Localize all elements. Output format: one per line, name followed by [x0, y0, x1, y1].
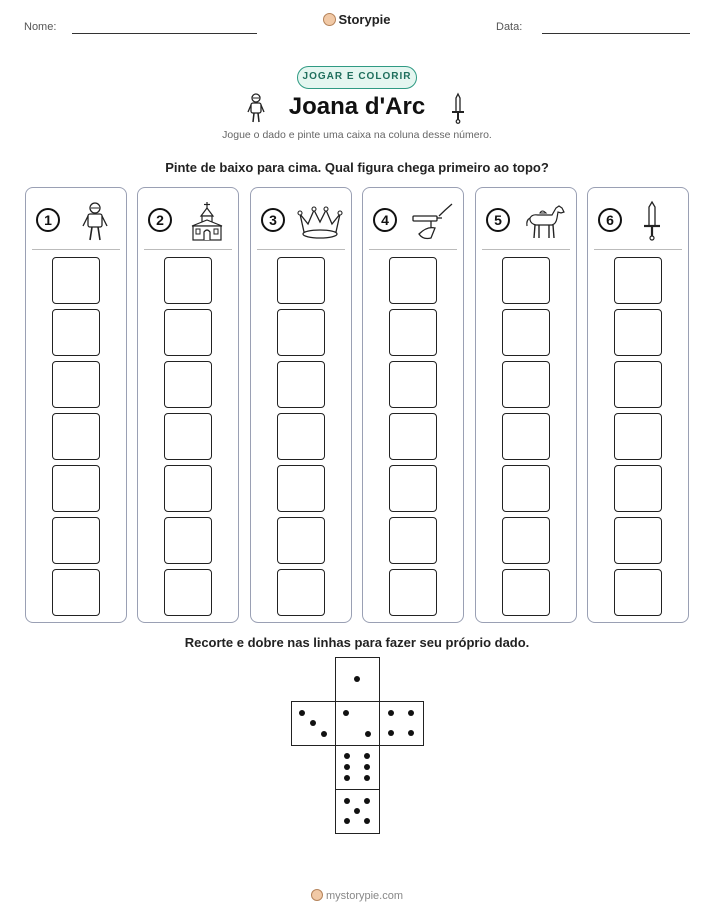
column-2 — [137, 187, 239, 623]
subtitle: Jogue o dado e pinte uma caixa na coluna desse número. — [222, 129, 492, 141]
bear-logo-icon — [323, 13, 336, 26]
die-face-5 — [335, 789, 380, 834]
color-box[interactable] — [502, 361, 550, 408]
die-pip — [344, 764, 350, 770]
die-pip — [310, 720, 316, 726]
color-box[interactable] — [389, 309, 437, 356]
color-box[interactable] — [52, 569, 100, 616]
color-box[interactable] — [614, 309, 662, 356]
column-divider — [482, 249, 570, 250]
color-box[interactable] — [389, 465, 437, 512]
color-box[interactable] — [614, 569, 662, 616]
color-box[interactable] — [277, 361, 325, 408]
die-face-1 — [335, 657, 380, 702]
name-label: Nome: — [24, 21, 57, 33]
column-3 — [250, 187, 352, 623]
color-box[interactable] — [52, 257, 100, 304]
footer — [0, 889, 714, 902]
color-box[interactable] — [164, 361, 212, 408]
footer-url[interactable]: mystorypie.com — [325, 890, 404, 902]
column-divider — [144, 249, 232, 250]
column-4 — [362, 187, 464, 623]
die-face-2 — [335, 701, 380, 746]
color-box[interactable] — [277, 517, 325, 564]
column-5 — [475, 187, 577, 623]
plow-icon — [409, 200, 455, 242]
color-box[interactable] — [52, 413, 100, 460]
die-pip — [388, 710, 394, 716]
color-box[interactable] — [52, 517, 100, 564]
die-pip — [343, 710, 349, 716]
column-number: 1 — [36, 208, 60, 232]
date-line[interactable] — [542, 33, 690, 34]
page-title: Joana d'Arc — [288, 93, 426, 120]
die-pip — [354, 676, 360, 682]
sword-icon — [634, 200, 680, 242]
color-box[interactable] — [52, 465, 100, 512]
die-pip — [364, 764, 370, 770]
color-box[interactable] — [164, 465, 212, 512]
column-divider — [32, 249, 120, 250]
knight-icon — [72, 200, 118, 242]
color-box[interactable] — [164, 413, 212, 460]
color-box[interactable] — [389, 569, 437, 616]
column-number: 6 — [598, 208, 622, 232]
die-pip — [364, 753, 370, 759]
die-face-4 — [379, 701, 424, 746]
color-box[interactable] — [52, 361, 100, 408]
die-pip — [344, 775, 350, 781]
storypie-logo — [0, 12, 714, 27]
color-box[interactable] — [502, 517, 550, 564]
horse-icon — [522, 200, 568, 242]
color-box[interactable] — [502, 413, 550, 460]
die-pip — [364, 798, 370, 804]
die-pip — [354, 808, 360, 814]
color-box[interactable] — [502, 257, 550, 304]
die-pip — [388, 730, 394, 736]
column-number: 5 — [486, 208, 510, 232]
color-box[interactable] — [502, 569, 550, 616]
die-pip — [321, 731, 327, 737]
color-box[interactable] — [52, 309, 100, 356]
color-box[interactable] — [164, 517, 212, 564]
column-6 — [587, 187, 689, 623]
color-box[interactable] — [277, 413, 325, 460]
color-box[interactable] — [277, 465, 325, 512]
die-pip — [408, 730, 414, 736]
color-box[interactable] — [164, 309, 212, 356]
die-pip — [344, 798, 350, 804]
color-box[interactable] — [614, 257, 662, 304]
logo-text: Storypie — [338, 12, 391, 27]
color-box[interactable] — [614, 465, 662, 512]
color-box[interactable] — [614, 413, 662, 460]
color-box[interactable] — [389, 257, 437, 304]
die-pip — [299, 710, 305, 716]
color-box[interactable] — [389, 517, 437, 564]
crown-icon — [297, 200, 343, 242]
color-box[interactable] — [277, 569, 325, 616]
column-divider — [594, 249, 682, 250]
column-number: 2 — [148, 208, 172, 232]
color-box[interactable] — [277, 257, 325, 304]
die-face-6 — [335, 745, 380, 790]
date-label: Data: — [496, 21, 523, 33]
die-pip — [365, 731, 371, 737]
column-number: 3 — [261, 208, 285, 232]
church-icon — [184, 200, 230, 242]
column-number: 4 — [373, 208, 397, 232]
color-box[interactable] — [164, 569, 212, 616]
die-pip — [344, 818, 350, 824]
column-divider — [369, 249, 457, 250]
die-pip — [408, 710, 414, 716]
color-box[interactable] — [614, 361, 662, 408]
color-box[interactable] — [389, 413, 437, 460]
color-box[interactable] — [502, 309, 550, 356]
die-face-3 — [291, 701, 336, 746]
color-box[interactable] — [614, 517, 662, 564]
die-pip — [344, 753, 350, 759]
color-box[interactable] — [389, 361, 437, 408]
die-pip — [364, 775, 370, 781]
color-box[interactable] — [164, 257, 212, 304]
die-pip — [364, 818, 370, 824]
column-1 — [25, 187, 127, 623]
name-line[interactable] — [72, 33, 257, 34]
instruction: Pinte de baixo para cima. Qual figura chega primeiro ao topo? — [165, 160, 549, 175]
activity-badge: JOGAR E COLORIR — [297, 66, 417, 89]
cut-instruction: Recorte e dobre nas linhas para fazer seu próprio dado. — [184, 635, 530, 650]
bear-footer-icon — [311, 889, 323, 901]
color-box[interactable] — [502, 465, 550, 512]
sword-title-icon — [448, 92, 468, 124]
column-divider — [257, 249, 345, 250]
color-box[interactable] — [277, 309, 325, 356]
